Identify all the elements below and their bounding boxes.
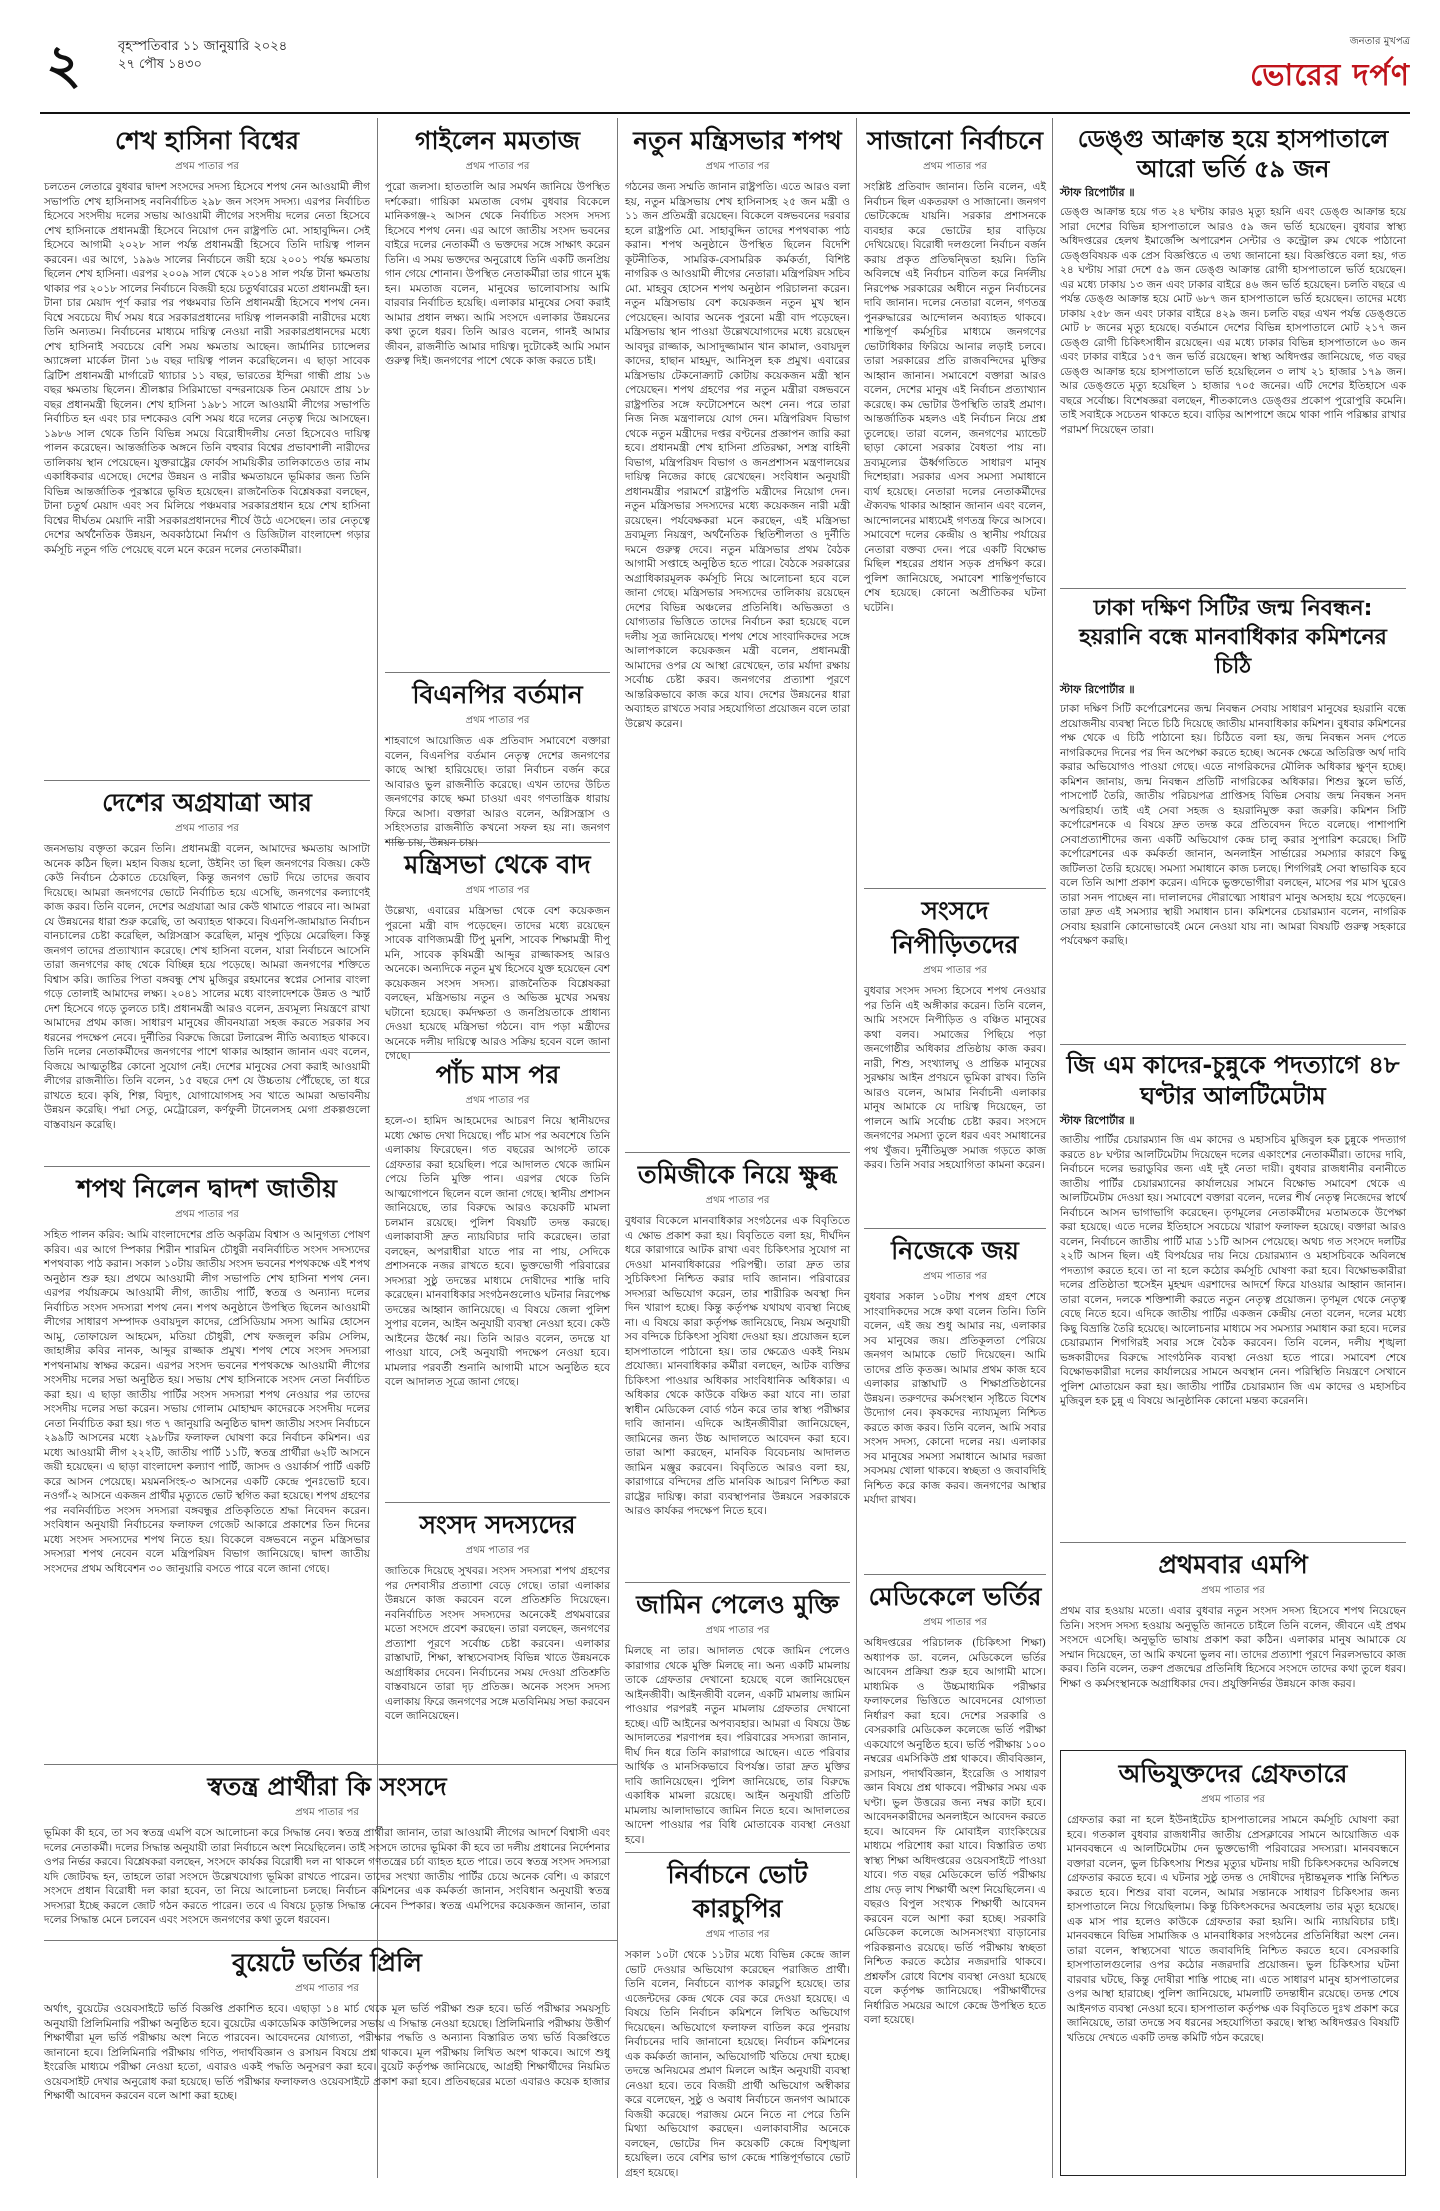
- continued-label: প্রথম পাতার পর: [465, 1545, 530, 1556]
- story-mp-members: [385, 1508, 610, 1760]
- story-divider: [864, 1574, 1046, 1575]
- continued-label: প্রথম পাতার পর: [705, 1195, 770, 1206]
- masthead: [40, 30, 1430, 110]
- headline: জামিন পেলেও মুক্তি: [636, 1590, 839, 1619]
- story-oath-12th: [44, 1172, 370, 1760]
- story-self-win: [864, 1234, 1046, 1570]
- headline: নতুন মন্ত্রিসভার শপথ: [633, 126, 842, 155]
- story-body: ঢাকা দক্ষিণ সিটি কর্পোরেশনের জন্ম নিবন্ধন সেবায় সাধারণ মানুষের হয়রানি বন্ধে প্রয়োজনীয় ব্যবস্থা নিতে চিঠি দিয়েছে জাতীয় মানবাধিকার কমিশন। বুধবার কমিশনের পক্ষ থেকে এ চিঠি পাঠানো হয়। চিঠিতে বলা হয়, জন্ম নিবন্ধন সনদ পেতে নাগরিকদের দিনের পর দিন অপেক্ষা করতে হচ্ছে। অনেক ক্ষেত্রে অতিরিক্ত অর্থ দাবি করার অভিযোগও পাওয়া গেছে। এতে নাগরিকদের মৌলিক অধিকার ক্ষুণ্ন হচ্ছে। কমিশন জানায়, জন্ম নিবন্ধন প্রতিটি নাগরিকের অধিকার। শিশুর স্কুলে ভর্তি, পাসপোর্ট তৈরি, জাতীয় পরিচয়পত্র প্রাপ্তিসহ বিভিন্ন সেবায় জন্ম নিবন্ধন সনদ অপরিহার্য। তাই এই সেবা সহজ ও হয়রানিমুক্ত করা জরুরি। কমিশন সিটি কর্পোরেশনকে এ বিষয়ে দ্রুত তদন্ত করে প্রতিবেদন দিতে বলেছে। পাশাপাশি সেবাপ্রত্যাশীদের জন্য একটি অভিযোগ কেন্দ্র চালু করার সুপারিশ করেছে। সিটি কর্পোরেশনের এক কর্মকর্তা জানান, অনলাইন সার্ভারের সমস্যার কারণে কিছু জটিলতা তৈরি হয়েছে। সমস্যা সমাধানে কাজ চলছে। শিগগিরই সেবা স্বাভাবিক হবে বলে তিনি আশা প্রকাশ করেন। এদিকে ভুক্তভোগীরা বলছেন, মাসের পর মাস ঘুরেও তারা সনদ পাচ্ছেন না। দালালদের দৌরাত্ম্যে সাধারণ মানুষ অসহায় হয়ে পড়েছেন। তারা দ্রুত এই সমস্যার স্থায়ী সমাধান চান। কমিশনের চেয়ারম্যান বলেন, নাগরিক সেবায় হয়রানি কোনোভাবেই মেনে নেওয়া যায় না। আমরা বিষয়টি গুরুত্ব সহকারে পর্যবেক্ষণ করছি।: [1060, 703, 1406, 947]
- story-first-mp: [1060, 1548, 1406, 1744]
- continued-label: প্রথম পাতার পর: [465, 161, 530, 172]
- story-divider: [44, 1166, 370, 1167]
- continued-label: প্রথম পাতার পর: [705, 161, 770, 172]
- story-body: ডেঙ্গু আক্রান্ত হয়ে গত ২৪ ঘণ্টায় কারও মৃত্যু হয়নি এবং ডেঙ্গু আক্রান্ত হয়ে সারা দেশের বিভিন্ন হাসপাতালে আরও ৫৯ জন ভর্তি হয়েছেন। বুধবার স্বাস্থ্য অধিদপ্তরের হেলথ ইমার্জেন্সি অপারেশন সেন্টার ও কন্ট্রোল রুম থেকে পাঠানো ডেঙ্গুবিষয়ক এক প্রেস বিজ্ঞপ্তিতে এ তথ্য জানানো হয়। বিজ্ঞপ্তিতে বলা হয়, গত ২৪ ঘণ্টায় সারা দেশে ৫৯ জন ডেঙ্গু আক্রান্ত রোগী হাসপাতালে ভর্তি হয়েছেন। এর মধ্যে ঢাকায় ১৩ জন এবং ঢাকার বাইরে ৪৬ জন ভর্তি হয়েছেন। চলতি বছরে এ পর্যন্ত ডেঙ্গু আক্রান্ত হয়ে মোট ৬৮৭ জন হাসপাতালে ভর্তি হয়েছেন। তাদের মধ্যে ঢাকায় ২৫৮ জন এবং ঢাকার বাইরে ৪২৯ জন। চলতি বছর এখন পর্যন্ত ডেঙ্গুতে মোট ৮ জনের মৃত্যু হয়েছে। বর্তমানে দেশের বিভিন্ন হাসপাতালে মোট ২১৭ জন ডেঙ্গু রোগী চিকিৎসাধীন রয়েছেন। এর মধ্যে ঢাকার বিভিন্ন হাসপাতালে ৬০ জন এবং ঢাকার বাইরে ১৫৭ জন ভর্তি রয়েছেন। স্বাস্থ্য অধিদপ্তর জানিয়েছে, গত বছর ডেঙ্গু আক্রান্ত হয়ে হাসপাতালে ভর্তি হয়েছিলেন ৩ লাখ ২১ হাজার ১৭৯ জন। আর ডেঙ্গুতে মৃত্যু হয়েছিল ১ হাজার ৭০৫ জনের। এটি দেশের ইতিহাসে এক বছরে সর্বোচ্চ। বিশেষজ্ঞরা বলছেন, শীতকালেও ডেঙ্গুর প্রকোপ পুরোপুরি কমেনি। তাই সবাইকে সচেতন থাকতে হবে। বাড়ির আশপাশে জমে থাকা পানি পরিষ্কার রাখার পরামর্শ দিয়েছেন তারা।: [1060, 206, 1406, 436]
- story-oppressed: [864, 894, 1046, 1224]
- page-number: ২: [46, 33, 82, 96]
- headline: জি এম কাদের-চুন্নুকে পদত্যাগে ৪৮ ঘণ্টার আলটিমেটাম: [1066, 1051, 1400, 1110]
- story-sajano: [864, 124, 1046, 884]
- story-cabinet-drop: [385, 848, 610, 1062]
- story-new-cabinet: [625, 124, 850, 1148]
- date-line-bengali: ২৭ পৌষ ১৪৩০: [118, 57, 202, 72]
- headline: সংসদ সদস্যদের: [419, 1510, 576, 1539]
- story-divider: [385, 672, 610, 673]
- story-momtaz: [385, 124, 610, 669]
- story-body: সকাল ১০টা থেকে ১১টার মধ্যে বিভিন্ন কেন্দ্রে জাল ভোট দেওয়ার অভিযোগ করেছেন পরাজিত প্রার্থী। তিনি বলেন, নির্বাচনে ব্যাপক কারচুপি হয়েছে। তার এজেন্টদের কেন্দ্র থেকে বের করে দেওয়া হয়েছে। এ বিষয়ে তিনি নির্বাচন কমিশনে লিখিত অভিযোগ দিয়েছেন। অভিযোগে ফলাফল বাতিল করে পুনরায় নির্বাচনের দাবি জানানো হয়েছে। নির্বাচন কমিশনের এক কর্মকর্তা জানান, অভিযোগটি খতিয়ে দেখা হচ্ছে। তদন্তে অনিয়মের প্রমাণ মিললে আইন অনুযায়ী ব্যবস্থা নেওয়া হবে। তবে বিজয়ী প্রার্থী অভিযোগ অস্বীকার করে বলেছেন, সুষ্ঠু ও অবাধ নির্বাচনে জনগণ আমাকে বিজয়ী করেছে। পরাজয় মেনে নিতে না পেরে তিনি মিথ্যা অভিযোগ করছেন। এলাকাবাসীর অনেকে বলছেন, ভোটের দিন কয়েকটি কেন্দ্রে বিশৃঙ্খলা হয়েছিল। তবে বেশির ভাগ কেন্দ্রে শান্তিপূর্ণভাবে ভোট গ্রহণ হয়েছে।: [625, 1949, 850, 2179]
- story-body: বুধবার সকাল ১০টায় শপথ গ্রহণ শেষে সাংবাদিকদের সঙ্গে কথা বলেন তিনি। তিনি বলেন, এই জয় শুধু আমার নয়, এলাকার সব মানুষের জয়। প্রতিকূলতা পেরিয়ে জনগণ আমাকে ভোট দিয়েছেন। আমি তাদের প্রতি কৃতজ্ঞ। আমার প্রথম কাজ হবে এলাকার রাস্তাঘাট ও শিক্ষাপ্রতিষ্ঠানের উন্নয়ন। তরুণদের কর্মসংস্থান সৃষ্টিতে বিশেষ উদ্যোগ নেব। কৃষকদের ন্যায্যমূল্য নিশ্চিত করতে কাজ করব। তিনি বলেন, আমি সবার সংসদ সদস্য, কোনো দলের নয়। এলাকার সব মানুষের সমস্যা সমাধানে আমার দরজা সবসময় খোলা থাকবে। স্বচ্ছতা ও জবাবদিহি নিশ্চিত করে কাজ করব। জনগণের আস্থার মর্যাদা রাখব।: [864, 1291, 1046, 1506]
- story-body: অধিদপ্তরের পরিচালক (চিকিৎসা শিক্ষা) অধ্যাপক ডা. বলেন, মেডিকেলে ভর্তির আবেদন প্রক্রিয়া শুরু হবে আগামী মাসে। মাধ্যমিক ও উচ্চমাধ্যমিক পরীক্ষার ফলাফলের ভিত্তিতে আবেদনের যোগ্যতা নির্ধারণ করা হবে। দেশের সরকারি ও বেসরকারি মেডিকেল কলেজে ভর্তি পরীক্ষা একযোগে অনুষ্ঠিত হবে। ভর্তি পরীক্ষায় ১০০ নম্বরের এমসিকিউ প্রশ্ন থাকবে। জীববিজ্ঞান, রসায়ন, পদার্থবিজ্ঞান, ইংরেজি ও সাধারণ জ্ঞান বিষয়ে প্রশ্ন থাকবে। পরীক্ষার সময় এক ঘণ্টা। ভুল উত্তরের জন্য নম্বর কাটা হবে। আবেদনকারীদের অনলাইনে আবেদন করতে হবে। আবেদন ফি মোবাইল ব্যাংকিংয়ের মাধ্যমে পরিশোধ করা যাবে। বিস্তারিত তথ্য স্বাস্থ্য শিক্ষা অধিদপ্তরের ওয়েবসাইটে পাওয়া যাবে। গত বছর মেডিকেলে ভর্তি পরীক্ষায় প্রায় দেড় লাখ শিক্ষার্থী অংশ নিয়েছিলেন। এ বছরও বিপুল সংখ্যক শিক্ষার্থী আবেদন করবেন বলে আশা করা হচ্ছে। সরকারি মেডিকেল কলেজে আসনসংখ্যা বাড়ানোর পরিকল্পনাও রয়েছে। ভর্তি পরীক্ষায় স্বচ্ছতা নিশ্চিত করতে কঠোর নজরদারি থাকবে। প্রশ্নফাঁস রোধে বিশেষ ব্যবস্থা নেওয়া হয়েছে বলে কর্তৃপক্ষ জানিয়েছে। পরীক্ষার্থীদের নির্ধারিত সময়ের আগে কেন্দ্রে উপস্থিত হতে বলা হয়েছে।: [864, 1637, 1046, 2026]
- headline: নির্বাচনে ভোট কারচুপির: [667, 1860, 808, 1923]
- brand-logo: ভোরের দর্পণ: [1250, 58, 1410, 93]
- story-body: উল্লেখ্য, এবারের মন্ত্রিসভা থেকে বেশ কয়েকজন পুরনো মন্ত্রী বাদ পড়েছেন। তাদের মধ্যে রয়েছেন সাবেক বাণিজ্যমন্ত্রী টিপু মুনশি, সাবেক শিক্ষামন্ত্রী দীপু মনি, সাবেক কৃষিমন্ত্রী আব্দুর রাজ্জাকসহ আরও অনেকে। অন্যদিকে নতুন মুখ হিসেবে যুক্ত হয়েছেন বেশ কয়েকজন সংসদ সদস্য। রাজনৈতিক বিশ্লেষকরা বলছেন, মন্ত্রিসভায় নতুন ও অভিজ্ঞ মুখের সমন্বয় ঘটানো হয়েছে। কর্মদক্ষতা ও জনপ্রিয়তাকে প্রাধান্য দেওয়া হয়েছে মন্ত্রিসভা গঠনে। বাদ পড়া মন্ত্রীদের অনেকে দলীয় দায়িত্বে আরও সক্রিয় হবেন বলে জানা গেছে।: [385, 905, 610, 1062]
- story-divider: [44, 780, 370, 781]
- story-hasina: [44, 124, 370, 779]
- story-body: পুরো জলসা। হাততালি আর সমর্থন জানিয়ে উপস্থিত দর্শকেরা। গায়িকা মমতাজ বেগম বুধবার বিকেলে মানিকগঞ্জ-২ আসন থেকে নির্বাচিত সংসদ সদস্য হিসেবে শপথ নেন। এর আগে জাতীয় সংসদ ভবনের বাইরে দলের নেতাকর্মী ও ভক্তদের সঙ্গে সাক্ষাৎ করেন তিনি। এ সময় ভক্তদের অনুরোধে তিনি একটি জনপ্রিয় গান গেয়ে শোনান। উপস্থিত নেতাকর্মীরা তার গানে মুগ্ধ হন। মমতাজ বলেন, মানুষের ভালোবাসায় আমি বারবার নির্বাচিত হয়েছি। এলাকার মানুষের সেবা করাই আমার প্রধান লক্ষ্য। আমি সংসদে এলাকার উন্নয়নের কথা তুলে ধরব। তিনি আরও বলেন, গানই আমার জীবন, রাজনীতি আমার দায়িত্ব। দুটোকেই আমি সমান গুরুত্ব দিই। জনগণের পাশে থেকে কাজ করতে চাই।: [385, 181, 610, 367]
- headline: ডেঙ্গু আক্রান্ত হয়ে হাসপাতালে আরো ভর্তি ৫৯ জন: [1077, 125, 1389, 183]
- story-body: বুধবার বিকেলে মানবাধিকার সংগঠনের এক বিবৃতিতে এ ক্ষোভ প্রকাশ করা হয়। বিবৃতিতে বলা হয়, দীর্ঘদিন ধরে কারাগারে আটক রাখা এবং চিকিৎসার সুযোগ না দেওয়া মানবাধিকারের পরিপন্থী। তারা দ্রুত তার সুচিকিৎসা নিশ্চিত করার দাবি জানান। পরিবারের সদস্যরা অভিযোগ করেন, তার শারীরিক অবস্থা দিন দিন খারাপ হচ্ছে। কিন্তু কর্তৃপক্ষ যথাযথ ব্যবস্থা নিচ্ছে না। এ বিষয়ে কারা কর্তৃপক্ষ জানিয়েছে, নিয়ম অনুযায়ী সব বন্দিকে চিকিৎসা সুবিধা দেওয়া হয়। প্রয়োজন হলে হাসপাতালে পাঠানো হয়। তার ক্ষেত্রেও একই নিয়ম প্রযোজ্য। মানবাধিকার কর্মীরা বলছেন, আটক ব্যক্তির চিকিৎসা পাওয়ার অধিকার সাংবিধানিক অধিকার। এ অধিকার থেকে কাউকে বঞ্চিত করা যাবে না। তারা স্বাধীন মেডিকেল বোর্ড গঠন করে তার স্বাস্থ্য পরীক্ষার দাবি জানান। এদিকে আইনজীবীরা জানিয়েছেন, জামিনের জন্য উচ্চ আদালতে আবেদন করা হবে। তারা আশা করছেন, মানবিক বিবেচনায় আদালত জামিন মঞ্জুর করবেন। বিবৃতিতে আরও বলা হয়, কারাগারে বন্দিদের প্রতি মানবিক আচরণ নিশ্চিত করা রাষ্ট্রের দায়িত্ব। কারা ব্যবস্থাপনার উন্নয়নে সরকারকে আরও কার্যকর পদক্ষেপ নিতে হবে।: [625, 1215, 850, 1517]
- story-independent: [44, 1770, 610, 1936]
- byline: স্টাফ রিপোর্টার ॥: [1060, 683, 1135, 696]
- continued-label: প্রথম পাতার পর: [295, 1983, 359, 1994]
- brand-tagline: জনতার মুখপত্র: [1349, 36, 1410, 47]
- story-divider: [385, 1502, 610, 1503]
- continued-label: প্রথম পাতার পর: [465, 715, 530, 726]
- headline: স্বতন্ত্র প্রার্থীরা কি সংসদে: [207, 1772, 447, 1801]
- headline: গাইলেন মমতাজ: [414, 126, 581, 155]
- headline: পাঁচ মাস পর: [435, 1060, 560, 1089]
- headline: শেখ হাসিনা বিশ্বের: [114, 126, 300, 155]
- headline: প্রথমবার এমপি: [1158, 1550, 1308, 1579]
- story-divider: [1060, 1044, 1406, 1045]
- continued-label: প্রথম পাতার পর: [295, 1807, 359, 1818]
- newspaper-brand: [1250, 34, 1410, 102]
- story-body: হলে-৩। হামিদ আহমেদের আচরণ নিয়ে স্থানীয়দের মধ্যে ক্ষোভ দেখা দিয়েছে। পাঁচ মাস পর অবশেষে তিনি এলাকায় ফিরেছেন। গত বছরের আগস্টে তাকে গ্রেফতার করা হয়েছিল। পরে আদালত থেকে জামিন পেয়ে তিনি মুক্তি পান। এরপর থেকে তিনি আত্মগোপনে ছিলেন বলে জানা গেছে। স্থানীয় প্রশাসন জানিয়েছে, তার বিরুদ্ধে আরও কয়েকটি মামলা চলমান রয়েছে। পুলিশ বিষয়টি তদন্ত করছে। এলাকাবাসী দ্রুত ন্যায়বিচার দাবি করেছেন। তারা বলছেন, অপরাধীরা যাতে পার না পায়, সেদিকে প্রশাসনকে নজর রাখতে হবে। ভুক্তভোগী পরিবারের সদস্যরা সুষ্ঠু তদন্তের মাধ্যমে দোষীদের শাস্তি দাবি করেছেন। মানবাধিকার সংগঠনগুলোও ঘটনার নিরপেক্ষ তদন্তের আহ্বান জানিয়েছে। এ বিষয়ে জেলা পুলিশ সুপার বলেন, আইন অনুযায়ী ব্যবস্থা নেওয়া হবে। কেউ আইনের ঊর্ধ্বে নয়। তিনি আরও বলেন, তদন্তে যা পাওয়া যাবে, সেই অনুযায়ী পদক্ষেপ নেওয়া হবে। মামলার পরবর্তী শুনানি আগামী মাসে অনুষ্ঠিত হবে বলে আদালত সূত্রে জানা গেছে।: [385, 1115, 610, 1388]
- story-tamijik: [625, 1158, 850, 1578]
- story-divider: [864, 1228, 1046, 1229]
- story-divider: [44, 1940, 617, 1941]
- headline: নিজেকে জয়: [891, 1236, 1019, 1265]
- story-divider: [385, 842, 610, 843]
- story-bnp: [385, 678, 610, 849]
- date-box: [118, 38, 287, 74]
- continued-label: প্রথম পাতার পর: [465, 1095, 530, 1106]
- story-body: শাহবাগে আয়োজিত এক প্রতিবাদ সমাবেশে বক্তারা বলেন, বিএনপির বর্তমান নেতৃত্ব দেশের জনগণের কাছে আস্থা হারিয়েছে। তারা নির্বাচন বর্জন করে আবারও ভুল রাজনীতি করেছে। এখন তাদের উচিত জনগণের কাছে ক্ষমা চাওয়া এবং গণতান্ত্রিক ধারায় ফিরে আসা। বক্তারা আরও বলেন, অগ্নিসন্ত্রাস ও সহিংসতার রাজনীতি কখনো সফল হয় না। জনগণ শান্তি চায়, উন্নয়ন চায়।: [385, 735, 610, 849]
- headline: বুয়েটে ভর্তির প্রিলি: [232, 1948, 422, 1977]
- story-body: জাতিকে দিয়েছে সুখবর। সংসদ সদস্যরা শপথ গ্রহণের পর দেশবাসীর প্রত্যাশা বেড়ে গেছে। তারা এলাকার উন্নয়নে কাজ করবেন বলে প্রতিশ্রুতি দিয়েছেন। নবনির্বাচিত সংসদ সদস্যদের অনেকেই প্রথমবারের মতো সংসদে প্রবেশ করছেন। তারা বলছেন, জনগণের প্রত্যাশা পূরণে সর্বোচ্চ চেষ্টা করবেন। এলাকার রাস্তাঘাট, শিক্ষা, স্বাস্থ্যসেবাসহ বিভিন্ন খাতে উন্নয়নকে অগ্রাধিকার দেবেন। নির্বাচনের সময় দেওয়া প্রতিশ্রুতি বাস্তবায়নে তারা দৃঢ় প্রতিজ্ঞ। অনেক সংসদ সদস্য এলাকায় ফিরে জনগণের সঙ্গে মতবিনিময় সভা করবেন বলে জানিয়েছেন।: [385, 1565, 610, 1722]
- story-vote-fraud: [625, 1858, 850, 2179]
- story-body: চলতেন লেতারে বুধবার দ্বাদশ সংসদের সদস্য হিসেবে শপথ নেন আওয়ামী লীগ সভাপতি শেখ হাসিনাসহ নবনির্বাচিত ২৯৮ জন সংসদ সদস্য। এরপর নির্বাচিত হিসেবে সংসদীয় দলের সভায় আওয়ামী লীগের সংসদীয় দলের নেতা হিসেবে শেখ হাসিনাকে প্রধানমন্ত্রী হিসেবে নিয়োগ দেন রাষ্ট্রপতি মো. সাহাবুদ্দিন। সেই হিসেবে আগামী ২০২৮ সাল পর্যন্ত প্রধানমন্ত্রী হিসেবে তিনি দায়িত্ব পালন করবেন। এর আগে, ১৯৯৬ সালের নির্বাচনে জয়ী হয়ে ২০০১ পর্যন্ত ক্ষমতায় ছিলেন শেখ হাসিনা। এরপর ২০০৯ সাল থেকে ২০১৪ সাল পর্যন্ত টানা ক্ষমতায় থাকার পর ২০১৮ সালের নির্বাচনে বিজয়ী হয়ে চতুর্থবারের মতো প্রধানমন্ত্রী হন। টানা চার মেয়াদ পূর্ণ করার পর পঞ্চমবার তিনি প্রধানমন্ত্রী হিসেবে শপথ নেন। বিশ্বে সবচেয়ে দীর্ঘ সময় ধরে সরকারপ্রধানের দায়িত্ব পালনকারী নারীদের মধ্যে তিনি অন্যতম। নির্বাচনের মাধ্যমে দায়িত্ব নেওয়া নারী সরকারপ্রধানদের মধ্যে শেখ হাসিনাই সবচেয়ে বেশি সময় ক্ষমতায় আছেন। জার্মানির চ্যান্সেলর অ্যাঙ্গেলা মার্কেল টানা ১৬ বছর দায়িত্ব পালন করেছিলেন। এ ছাড়া সাবেক ব্রিটিশ প্রধানমন্ত্রী মার্গারেট থ্যাচার ১১ বছর, ভারতের ইন্দিরা গান্ধী প্রায় ১৬ বছর ক্ষমতায় ছিলেন। শ্রীলঙ্কার সিরিমাভো বন্দরনায়েক তিন মেয়াদে প্রায় ১৮ বছর প্রধানমন্ত্রী ছিলেন। শেখ হাসিনা ১৯৮১ সালে আওয়ামী লীগের সভাপতি নির্বাচিত হন এবং চার দশকেরও বেশি সময় ধরে দলের নেতৃত্ব দিয়ে আসছেন। ১৯৮৬ সাল থেকে তিনি বিভিন্ন সময়ে বিরোধীদলীয় নেতা হিসেবেও দায়িত্ব পালন করেছেন। আন্তর্জাতিক অঙ্গনে তিনি বহুবার বিশ্বের প্রভাবশালী নারীদের তালিকায় স্থান পেয়েছেন। যুক্তরাষ্ট্রের ফোর্বস সাময়িকীর তালিকাতেও তার নাম একাধিকবার এসেছে। দেশের উন্নয়ন ও নারীর ক্ষমতায়নে ভূমিকার জন্য তিনি বিভিন্ন আন্তর্জাতিক পুরস্কারে ভূষিত হয়েছেন। রাজনৈতিক বিশ্লেষকরা বলছেন, টানা চতুর্থ মেয়াদ এবং সব মিলিয়ে পঞ্চমবার সরকারপ্রধান হয়ে শেখ হাসিনা বিশ্বের দীর্ঘতম মেয়াদি নারী সরকারপ্রধানদের শীর্ষে উঠে এসেছেন। তার নেতৃত্বে দেশের অর্থনৈতিক উন্নয়ন, অবকাঠামো নির্মাণ ও ডিজিটাল বাংলাদেশ গড়ার কর্মসূচি নতুন গতি পেয়েছে বলে মনে করেন দলের নেতাকর্মীরা।: [44, 181, 370, 556]
- story-accused-arrest: [1060, 1750, 1406, 2176]
- headline: সাজানো নির্বাচনে: [867, 126, 1043, 155]
- story-divider: [625, 1582, 850, 1583]
- headline: তমিজীকে নিয়ে ক্ষুব্ধ: [637, 1160, 838, 1189]
- continued-label: প্রথম পাতার পর: [175, 161, 239, 172]
- byline: স্টাফ রিপোর্টার ॥: [1060, 1114, 1135, 1127]
- headline: দেশের অগ্রযাত্রা আর: [102, 788, 312, 817]
- continued-label: প্রথম পাতার পর: [1201, 1794, 1265, 1805]
- story-body: গ্রেফতার করা না হলে ইউনাইটেড হাসপাতালের সামনে কর্মসূচি ঘোষণা করা হবে। গতকাল বুধবার রাজধানীর জাতীয় প্রেসক্লাবের সামনে আয়োজিত এক মানববন্ধনে এ আলটিমেটাম দেন ভুক্তভোগী পরিবারের সদস্যরা। মানববন্ধনে বক্তারা বলেন, ভুল চিকিৎসায় শিশুর মৃত্যুর ঘটনায় দায়ী চিকিৎসকদের অবিলম্বে গ্রেফতার করতে হবে। এ ঘটনার সুষ্ঠু তদন্ত ও দোষীদের দৃষ্টান্তমূলক শাস্তি নিশ্চিত করতে হবে। শিশুর বাবা বলেন, আমার সন্তানকে সাধারণ চিকিৎসার জন্য হাসপাতালে নিয়ে গিয়েছিলাম। কিন্তু চিকিৎসকদের অবহেলায় তার মৃত্যু হয়েছে। এক মাস পার হলেও কাউকে গ্রেফতার করা হয়নি। আমি ন্যায়বিচার চাই। মানববন্ধনে বিভিন্ন সামাজিক ও মানবাধিকার সংগঠনের প্রতিনিধিরা অংশ নেন। তারা বলেন, স্বাস্থ্যসেবা খাতে জবাবদিহি নিশ্চিত করতে হবে। বেসরকারি হাসপাতালগুলোর ওপর কঠোর নজরদারি প্রয়োজন। ভুল চিকিৎসার ঘটনা বারবার ঘটছে, কিন্তু দোষীরা শাস্তি পাচ্ছে না। এতে সাধারণ মানুষ হাসপাতালের ওপর আস্থা হারাচ্ছে। পুলিশ জানিয়েছে, মামলাটি তদন্তাধীন রয়েছে। তদন্ত শেষে আইনগত ব্যবস্থা নেওয়া হবে। হাসপাতাল কর্তৃপক্ষ এক বিবৃতিতে দুঃখ প্রকাশ করে জানিয়েছে, তারা তদন্তে সব ধরনের সহযোগিতা করছে। স্বাস্থ্য অধিদপ্তরও বিষয়টি খতিয়ে দেখতে একটি তদন্ত কমিটি গঠন করেছে।: [1067, 1814, 1399, 2044]
- story-body: মিলছে না তার। আদালত থেকে জামিন পেলেও কারাগার থেকে মুক্তি মিলছে না। অন্য একটি মামলায় তাকে গ্রেফতার দেখানো হয়েছে বলে জানিয়েছেন আইনজীবী। আইনজীবী বলেন, একটি মামলায় জামিন পাওয়ার পরপরই নতুন মামলায় গ্রেফতার দেখানো হচ্ছে। এটি আইনের অপব্যবহার। আমরা এ বিষয়ে উচ্চ আদালতের শরণাপন্ন হব। পরিবারের সদস্যরা জানান, দীর্ঘ দিন ধরে তিনি কারাগারে আছেন। এতে পরিবার আর্থিক ও মানসিকভাবে বিপর্যস্ত। তারা দ্রুত মুক্তির দাবি জানিয়েছেন। পুলিশ জানিয়েছে, তার বিরুদ্ধে একাধিক মামলা রয়েছে। আইন অনুযায়ী প্রতিটি মামলায় আলাদাভাবে জামিন নিতে হবে। আদালতের আদেশ পাওয়ার পর বিধি মোতাবেক ব্যবস্থা নেওয়া হবে।: [625, 1645, 850, 1846]
- story-divider: [1060, 588, 1406, 589]
- story-body: জাতীয় পার্টির চেয়ারম্যান জি এম কাদের ও মহাসচিব মুজিবুল হক চুন্নুকে পদত্যাগ করতে ৪৮ ঘণ্টার আলটিমেটাম দিয়েছেন দলের একাংশের নেতাকর্মীরা। তাদের দাবি, নির্বাচনে দলের ভরাডুবির জন্য এই দুই নেতা দায়ী। বুধবার রাজধানীর বনানীতে জাতীয় পার্টির চেয়ারম্যানের কার্যালয়ের সামনে বিক্ষোভ সমাবেশ থেকে এ আলটিমেটাম দেওয়া হয়। সমাবেশে বক্তারা বলেন, দলের শীর্ষ নেতৃত্ব নিজেদের স্বার্থে নির্বাচনে আসন ভাগাভাগি করেছেন। তৃণমূলের নেতাকর্মীদের মতামতকে উপেক্ষা করা হয়েছে। এতে দলের ইতিহাসে সবচেয়ে খারাপ ফলাফল হয়েছে। বক্তারা আরও বলেন, নির্বাচনে জাতীয় পার্টি মাত্র ১১টি আসন পেয়েছে। অথচ গত সংসদে দলটির ২২টি আসন ছিল। এই বিপর্যয়ের দায় নিয়ে চেয়ারম্যান ও মহাসচিবকে অবিলম্বে পদত্যাগ করতে হবে। তা না হলে কঠোর কর্মসূচি ঘোষণা করা হবে। বিক্ষোভকারীরা দলের প্রতিষ্ঠাতা হুসেইন মুহম্মদ এরশাদের আদর্শে ফিরে যাওয়ার আহ্বান জানান। তারা বলেন, দলকে শক্তিশালী করতে নতুন নেতৃত্ব প্রয়োজন। তৃণমূল থেকে নেতৃত্ব বেছে নিতে হবে। এদিকে জাতীয় পার্টির একজন কেন্দ্রীয় নেতা বলেন, দলের মধ্যে কিছু বিভ্রান্তি তৈরি হয়েছে। আলোচনার মাধ্যমে সব সমস্যার সমাধান করা হবে। দলের চেয়ারম্যান শিগগিরই সবার সঙ্গে বৈঠক করবেন। তিনি বলেন, দলীয় শৃঙ্খলা ভঙ্গকারীদের বিরুদ্ধে সাংগঠনিক ব্যবস্থা নেওয়া হতে পারে। সমাবেশ শেষে বিক্ষোভকারীরা দলের কার্যালয়ের সামনে অবস্থান নেন। পরিস্থিতি নিয়ন্ত্রণে সেখানে পুলিশ মোতায়েন করা হয়। জাতীয় পার্টির চেয়ারম্যান জি এম কাদের ও মহাসচিব মুজিবুল হক চুন্নু এ বিষয়ে আনুষ্ঠানিক কোনো মন্তব্য করেননি।: [1060, 1134, 1406, 1407]
- story-divider: [44, 1764, 617, 1765]
- continued-label: প্রথম পাতার পর: [923, 161, 987, 172]
- story-body: সংশ্লিষ্ট প্রতিবাদ জানান। তিনি বলেন, এই নির্বাচন ছিল একতরফা ও সাজানো। জনগণ ভোটকেন্দ্রে যায়নি। সরকার প্রশাসনকে ব্যবহার করে ভোটের হার বাড়িয়ে দেখিয়েছে। বিরোধী দলগুলো নির্বাচন বর্জন করায় প্রকৃত প্রতিদ্বন্দ্বিতা হয়নি। তিনি অবিলম্বে এই নির্বাচন বাতিল করে নির্দলীয় নিরপেক্ষ সরকারের অধীনে নতুন নির্বাচনের দাবি জানান। দলের নেতারা বলেন, গণতন্ত্র পুনরুদ্ধারের আন্দোলন অব্যাহত থাকবে। শান্তিপূর্ণ কর্মসূচির মাধ্যমে জনগণের ভোটাধিকার ফিরিয়ে আনার লড়াই চলবে। তারা সরকারের প্রতি রাজবন্দিদের মুক্তির আহ্বান জানান। সমাবেশে বক্তারা আরও বলেন, দেশের মানুষ এই নির্বাচন প্রত্যাখ্যান করেছে। কম ভোটার উপস্থিতি তারই প্রমাণ। আন্তর্জাতিক মহলও এই নির্বাচন নিয়ে প্রশ্ন তুলেছে। তারা বলেন, জনগণের ম্যান্ডেট ছাড়া কোনো সরকার বৈধতা পায় না। দ্রব্যমূল্যের ঊর্ধ্বগতিতে সাধারণ মানুষ দিশেহারা। সরকার এসব সমস্যা সমাধানে ব্যর্থ হয়েছে। নেতারা দলের নেতাকর্মীদের ঐক্যবদ্ধ থাকার আহ্বান জানান এবং বলেন, আন্দোলনের মাধ্যমেই গণতন্ত্র ফিরে আসবে। সমাবেশে দলের কেন্দ্রীয় ও স্থানীয় পর্যায়ের নেতারা বক্তব্য দেন। পরে একটি বিক্ষোভ মিছিল শহরের প্রধান সড়ক প্রদক্ষিণ করে। পুলিশ জানিয়েছে, সমাবেশ শান্তিপূর্ণভাবে শেষ হয়েছে। কোনো অপ্রীতিকর ঘটনা ঘটেনি।: [864, 181, 1046, 614]
- column-rule: [1052, 118, 1053, 2178]
- date-line-gregorian: বৃহস্পতিবার ১১ জানুয়ারি ২০২৪: [118, 39, 288, 54]
- story-divider: [625, 1152, 850, 1153]
- continued-label: প্রথম পাতার পর: [175, 1209, 239, 1220]
- headline: মেডিকেলে ভর্তির: [868, 1582, 1042, 1611]
- column-rule: [617, 118, 618, 2178]
- story-five-months: [385, 1058, 610, 1498]
- story-body: গঠনের জন্য সম্মতি জানান রাষ্ট্রপতি। এতে আরও বলা হয়, নতুন মন্ত্রিসভায় শেখ হাসিনাসহ ২৫ জন মন্ত্রী ও ১১ জন প্রতিমন্ত্রী রয়েছেন। বিকেলে বঙ্গভবনের দরবার হলে রাষ্ট্রপতি মো. সাহাবুদ্দিন তাদের শপথবাক্য পাঠ করান। শপথ অনুষ্ঠানে উপস্থিত ছিলেন বিদেশি কূটনীতিক, সামরিক-বেসামরিক কর্মকর্তা, বিশিষ্ট নাগরিক ও আওয়ামী লীগের নেতারা। মন্ত্রিপরিষদ সচিব মো. মাহবুব হোসেন শপথ অনুষ্ঠান পরিচালনা করেন। নতুন মন্ত্রিসভায় বেশ কয়েকজন নতুন মুখ স্থান পেয়েছেন। আবার অনেক পুরনো মন্ত্রী বাদ পড়েছেন। মন্ত্রিসভায় স্থান পাওয়া উল্লেখযোগ্যদের মধ্যে রয়েছেন আবদুর রাজ্জাক, আসাদুজ্জামান খান কামাল, ওবায়দুল কাদের, হাছান মাহমুদ, আনিসুল হক প্রমুখ। এবারের মন্ত্রিসভায় টেকনোক্র্যাট কোটায় কয়েকজন মন্ত্রী স্থান পেয়েছেন। শপথ গ্রহণের পর নতুন মন্ত্রীরা বঙ্গভবনে রাষ্ট্রপতির সঙ্গে ফটোসেশনে অংশ নেন। পরে তারা নিজ নিজ মন্ত্রণালয়ে যোগ দেন। মন্ত্রিপরিষদ বিভাগ থেকে নতুন মন্ত্রীদের দপ্তর বণ্টনের প্রজ্ঞাপন জারি করা হবে। প্রধানমন্ত্রী শেখ হাসিনা প্রতিরক্ষা, সশস্ত্র বাহিনী বিভাগ, মন্ত্রিপরিষদ বিভাগ ও জনপ্রশাসন মন্ত্রণালয়ের দায়িত্ব নিজের কাছে রেখেছেন। সংবিধান অনুযায়ী প্রধানমন্ত্রীর পরামর্শে রাষ্ট্রপতি মন্ত্রীদের নিয়োগ দেন। নতুন মন্ত্রিসভার সদস্যদের মধ্যে কয়েকজন নারী মন্ত্রী রয়েছেন। পর্যবেক্ষকরা মনে করছেন, এই মন্ত্রিসভা দ্রব্যমূল্য নিয়ন্ত্রণ, অর্থনৈতিক স্থিতিশীলতা ও দুর্নীতি দমনে গুরুত্ব দেবে। নতুন মন্ত্রিসভার প্রথম বৈঠক আগামী সপ্তাহে অনুষ্ঠিত হতে পারে। বৈঠকে সরকারের অগ্রাধিকারমূলক কর্মসূচি নিয়ে আলোচনা হবে বলে জানা গেছে। মন্ত্রিসভার সদস্যদের তালিকায় রয়েছেন দেশের বিভিন্ন অঞ্চলের প্রতিনিধি। অভিজ্ঞতা ও যোগ্যতার ভিত্তিতে তাদের নির্বাচন করা হয়েছে বলে দলীয় সূত্র জানিয়েছে। শপথ শেষে সাংবাদিকদের সঙ্গে আলাপকালে কয়েকজন মন্ত্রী বলেন, প্রধানমন্ত্রী আমাদের ওপর যে আস্থা রেখেছেন, তার মর্যাদা রক্ষায় সর্বোচ্চ চেষ্টা করব। জনগণের প্রত্যাশা পূরণে আন্তরিকভাবে কাজ করে যাব। দেশের উন্নয়নের ধারা অব্যাহত রাখতে সবার সহযোগিতা প্রয়োজন বলে তারা উল্লেখ করেন।: [625, 181, 851, 730]
- column-rule: [856, 118, 857, 2178]
- story-divider: [385, 1052, 610, 1053]
- story-dengue: [1060, 124, 1406, 584]
- story-divider: [1060, 1542, 1406, 1543]
- story-body: ভূমিকা কী হবে, তা সব স্বতন্ত্র এমপি বসে আলোচনা করে সিদ্ধান্ত নেব। স্বতন্ত্র প্রার্থীরা জানান, তারা আওয়ামী লীগের আদর্শে বিশ্বাসী এবং দলের নেতাকর্মী। দলের সিদ্ধান্ত অনুযায়ী তারা নির্বাচনে অংশ নিয়েছিলেন। তাই সংসদে তাদের ভূমিকা কী হবে তা দলীয় প্রধানের নির্দেশনার ওপর নির্ভর করবে। বিশ্লেষকরা বলছেন, সংসদে কার্যকর বিরোধী দল না থাকলে গণতন্ত্রের চর্চা ব্যাহত হতে পারে। তবে স্বতন্ত্র সংসদ সদস্যরা যদি জোটবদ্ধ হন, তাহলে তারা সংসদে উল্লেখযোগ্য ভূমিকা রাখতে পারেন। তাদের সংখ্যা জাতীয় পার্টির চেয়ে অনেক বেশি। এ কারণে সংসদে প্রধান বিরোধী দল কারা হবেন, তা নিয়ে আলোচনা চলছে। নির্বাচন কমিশনের এক কর্মকর্তা জানান, সংবিধান অনুযায়ী স্বতন্ত্র সদস্যরা ইচ্ছে করলে জোট গঠন করতে পারেন। তবে এ বিষয়ে চূড়ান্ত সিদ্ধান্ত নেবেন স্পিকার। স্বতন্ত্র এমপিদের কয়েকজন জানান, তারা দলের সিদ্ধান্ত মেনে চলবেন এবং সংসদে জনগণের কথা তুলে ধরবেন।: [44, 1827, 610, 1926]
- story-body: অর্থাৎ, বুয়েটের ওয়েবসাইটে ভর্তি বিজ্ঞপ্তি প্রকাশিত হবে। এছাড়া ১৪ মার্চ থেকে মূল ভর্তি পরীক্ষা শুরু হবে। ভর্তি পরীক্ষার সময়সূচি অনুযায়ী প্রিলিমিনারি পরীক্ষা অনুষ্ঠিত হবে। বুয়েটের একাডেমিক কাউন্সিলের সভায় এ সিদ্ধান্ত নেওয়া হয়েছে। প্রিলিমিনারি পরীক্ষায় উত্তীর্ণ শিক্ষার্থীরা মূল ভর্তি পরীক্ষায় অংশ নিতে পারবেন। আবেদনের যোগ্যতা, পরীক্ষার পদ্ধতি ও অন্যান্য বিস্তারিত তথ্য ভর্তি বিজ্ঞপ্তিতে জানানো হবে। প্রিলিমিনারি পরীক্ষায় গণিত, পদার্থবিজ্ঞান ও রসায়ন বিষয়ে প্রশ্ন থাকবে। মূল পরীক্ষায় লিখিত অংশ থাকবে। আগে শুধু ইংরেজি মাধ্যমে পরীক্ষা নেওয়া হতো, এবারও একই পদ্ধতি অনুসরণ করা হবে। বুয়েট কর্তৃপক্ষ জানিয়েছে, আগ্রহী শিক্ষার্থীদের নিয়মিত ওয়েবসাইট দেখার অনুরোধ করা হয়েছে। ভর্তি পরীক্ষার ফলাফলও ওয়েবসাইটে প্রকাশ করা হবে। প্রতিবছরের মতো এবারও কয়েক হাজার শিক্ষার্থী আবেদন করবেন বলে আশা করা হচ্ছে।: [44, 2003, 610, 2102]
- story-divider: [625, 1852, 850, 1853]
- story-gm-quader: [1060, 1050, 1406, 1538]
- story-body: বুধবার সংসদ সদস্য হিসেবে শপথ নেওয়ার পর তিনি এই অঙ্গীকার করেন। তিনি বলেন, আমি সংসদে নিপীড়িত ও বঞ্চিত মানুষের কথা বলব। সমাজের পিছিয়ে পড়া জনগোষ্ঠীর অধিকার প্রতিষ্ঠায় কাজ করব। নারী, শিশু, সংখ্যালঘু ও প্রান্তিক মানুষের সুরক্ষায় আইন প্রণয়নে ভূমিকা রাখব। তিনি আরও বলেন, আমার নির্বাচনী এলাকার মানুষ আমাকে যে দায়িত্ব দিয়েছেন, তা পালনে আমি সর্বোচ্চ চেষ্টা করব। সংসদে জনগণের সমস্যা তুলে ধরব এবং সমাধানের পথ খুঁজব। দুর্নীতিমুক্ত সমাজ গড়তে কাজ করব। তিনি সবার সহযোগিতা কামনা করেন।: [864, 985, 1046, 1171]
- masthead-rule: [40, 112, 1410, 114]
- story-body: সহিত পালন করিব: আমি বাংলাদেশের প্রতি অকৃত্রিম বিশ্বাস ও আনুগত্য পোষণ করিব। এর আগে স্পিকার শিরীন শারমিন চৌধুরী নবনির্বাচিত সংসদ সদস্যদের শপথবাক্য পাঠ করান। সকাল ১০টায় জাতীয় সংসদ ভবনের শপথকক্ষে এই শপথ অনুষ্ঠান শুরু হয়। প্রথমে আওয়ামী লীগ সভাপতি শেখ হাসিনা শপথ নেন। এরপর পর্যায়ক্রমে আওয়ামী লীগ, জাতীয় পার্টি, স্বতন্ত্র ও অন্যান্য দলের নির্বাচিত সংসদ সদস্যরা শপথ নেন। শপথ অনুষ্ঠানে উপস্থিত ছিলেন আওয়ামী লীগের সাধারণ সম্পাদক ওবায়দুল কাদের, প্রেসিডিয়াম সদস্য আমির হোসেন আমু, তোফায়েল আহমেদ, মতিয়া চৌধুরী, শেখ ফজলুল করিম সেলিম, জাহাঙ্গীর কবির নানক, আব্দুর রাজ্জাক প্রমুখ। শপথ শেষে সংসদ সদস্যরা শপথনামায় স্বাক্ষর করেন। এরপর সংসদ ভবনের শপথকক্ষে আওয়ামী লীগের সংসদীয় দলের সভা অনুষ্ঠিত হয়। সভায় শেখ হাসিনাকে সংসদ নেতা নির্বাচিত করা হয়। এ ছাড়া জাতীয় পার্টির সংসদ সদস্যরা শপথ নেওয়ার পর তাদের সংসদীয় দলের সভা করেন। সভায় গোলাম মোহাম্মদ কাদেরকে সংসদীয় দলের নেতা নির্বাচিত করা হয়। গত ৭ জানুয়ারি অনুষ্ঠিত দ্বাদশ জাতীয় সংসদ নির্বাচনে ২৯৯টি আসনের মধ্যে ২৯৮টির ফলাফল ঘোষণা করে নির্বাচন কমিশন। এর মধ্যে আওয়ামী লীগ ২২২টি, জাতীয় পার্টি ১১টি, স্বতন্ত্র প্রার্থীরা ৬২টি আসনে জয়ী হয়েছেন। এ ছাড়া বাংলাদেশ কল্যাণ পার্টি, জাসদ ও ওয়ার্কার্স পার্টি একটি করে আসন পেয়েছে। ময়মনসিংহ-৩ আসনের একটি কেন্দ্রে পুনঃভোট হবে। নওগাঁ-২ আসনে একজন প্রার্থীর মৃত্যুতে ভোট স্থগিত করা হয়েছে। শপথ গ্রহণের পর নবনির্বাচিত সংসদ সদস্যরা বঙ্গবন্ধুর প্রতিকৃতিতে শ্রদ্ধা নিবেদন করেন। সংবিধান অনুযায়ী নির্বাচনের ফলাফল গেজেট আকারে প্রকাশের তিন দিনের মধ্যে সংসদ সদস্যদের শপথ নিতে হয়। বিকেলে বঙ্গভবনে নতুন মন্ত্রিসভার সদস্যরা শপথ নেবেন বলে মন্ত্রিপরিষদ বিভাগ জানিয়েছে। দ্বাদশ জাতীয় সংসদের প্রথম অধিবেশন ৩০ জানুয়ারি বসতে পারে বলে জানা গেছে।: [44, 1229, 370, 1575]
- story-body: জনসভায় বক্তৃতা করেন তিনি। প্রধানমন্ত্রী বলেন, আমাদের ক্ষমতায় আসাটা অনেক কঠিন ছিল। মহান বিজয় হলো, উইনিং তা ছিল জনগণের বিজয়। কেউ কেউ নির্বাচন ঠেকাতে চেয়েছিল, কিন্তু জনগণ ভোট দিয়ে তাদের জবাব দিয়েছে। আমরা জনগণের ভোটে নির্বাচিত হয়ে এসেছি, জনগণের কল্যাণেই কাজ করব। তিনি বলেন, দেশের অগ্রযাত্রা আর কেউ থামাতে পারবে না। আমরা যে উন্নয়নের ধারা শুরু করেছি, তা অব্যাহত থাকবে। বিএনপি-জামায়াত নির্বাচন বানচালের চেষ্টা করেছিল, অগ্নিসন্ত্রাস করেছিল, মানুষ পুড়িয়ে মেরেছিল। কিন্তু জনগণ তাদের প্রত্যাখ্যান করেছে। শেখ হাসিনা বলেন, যারা নির্বাচনে আসেনি তারা জনগণের কাছ থেকে বিচ্ছিন্ন হয়ে পড়েছে। আমরা জনগণের শক্তিতে বিশ্বাস করি। জাতির পিতা বঙ্গবন্ধু শেখ মুজিবুর রহমানের স্বপ্নের সোনার বাংলা গড়ে তোলাই আমাদের লক্ষ্য। ২০৪১ সালের মধ্যে বাংলাদেশকে উন্নত ও স্মার্ট দেশ হিসেবে গড়ে তুলতে চাই। প্রধানমন্ত্রী আরও বলেন, দ্রব্যমূল্য নিয়ন্ত্রণে রাখা আমাদের প্রথম কাজ। সাধারণ মানুষের জীবনযাত্রা সহজ করতে সরকার সব ধরনের পদক্ষেপ নেবে। দুর্নীতির বিরুদ্ধে জিরো টলারেন্স নীতি অব্যাহত থাকবে। তিনি দলের নেতাকর্মীদের জনগণের পাশে থাকার আহ্বান জানান এবং বলেন, বিজয়ে আত্মতুষ্টির কোনো সুযোগ নেই। দেশের মানুষের সেবা করাই আওয়ামী লীগের রাজনীতি। তিনি বলেন, ১৫ বছরে দেশ যে উচ্চতায় পৌঁছেছে, তা ধরে রাখতে হবে। কৃষি, শিল্প, বিদ্যুৎ, যোগাযোগসহ সব খাতে আমরা অভাবনীয় উন্নয়ন করেছি। পদ্মা সেতু, মেট্রোরেল, কর্ণফুলী টানেলসহ মেগা প্রকল্পগুলো বাস্তবায়ন করেছি।: [44, 843, 370, 1131]
- byline: স্টাফ রিপোর্টার ॥: [1060, 186, 1135, 199]
- headline: অভিযুক্তদের গ্রেফতারে: [1118, 1759, 1348, 1788]
- headline: মন্ত্রিসভা থেকে বাদ: [404, 850, 591, 879]
- continued-label: প্রথম পাতার পর: [923, 965, 987, 976]
- story-medical: [864, 1580, 1046, 2176]
- story-buet: [44, 1946, 610, 2176]
- continued-label: প্রথম পাতার পর: [923, 1617, 987, 1628]
- continued-label: প্রথম পাতার পর: [175, 823, 239, 834]
- headline: ঢাকা দক্ষিণ সিটির জন্ম নিবন্ধন: হয়রানি বন্ধে মানবাধিকার কমিশনের চিঠি: [1079, 596, 1387, 679]
- headline: বিএনপির বর্তমান: [412, 680, 583, 709]
- story-body: প্রথম বার হওয়ায় মতো। এবার বুধবার নতুন সংসদ সদস্য হিসেবে শপথ নিয়েছেন তিনি। সংসদ সদস্য হওয়ায় অনুভূতি জানতে চাইলে তিনি বলেন, জীবনে এই প্রথম সংসদে এসেছি। অনুভূতি ভাষায় প্রকাশ করা কঠিন। এলাকার মানুষ আমাকে যে সম্মান দিয়েছেন, তা আমি কখনো ভুলব না। তাদের প্রত্যাশা পূরণে নিরলসভাবে কাজ করব। তিনি বলেন, তরুণ প্রজন্মের প্রতিনিধি হিসেবে সংসদে তাদের কথা তুলে ধরব। শিক্ষা ও কর্মসংস্থানকে অগ্রাধিকার দেব। প্রযুক্তিনির্ভর উন্নয়নে কাজ করব।: [1060, 1605, 1406, 1690]
- continued-label: প্রথম পাতার পর: [923, 1271, 987, 1282]
- story-bail: [625, 1588, 850, 1848]
- continued-label: প্রথম পাতার পর: [465, 885, 530, 896]
- continued-label: প্রথম পাতার পর: [1201, 1585, 1265, 1596]
- continued-label: প্রথম পাতার পর: [705, 1929, 770, 1940]
- story-divider: [864, 888, 1046, 889]
- headline: শপথ নিলেন দ্বাদশ জাতীয়: [76, 1174, 338, 1203]
- headline: সংসদে নিপীড়িতদের: [891, 896, 1019, 959]
- story-agrajatra: [44, 786, 370, 1164]
- continued-label: প্রথম পাতার পর: [705, 1625, 770, 1636]
- story-dscc-birth-registration: [1060, 594, 1406, 1040]
